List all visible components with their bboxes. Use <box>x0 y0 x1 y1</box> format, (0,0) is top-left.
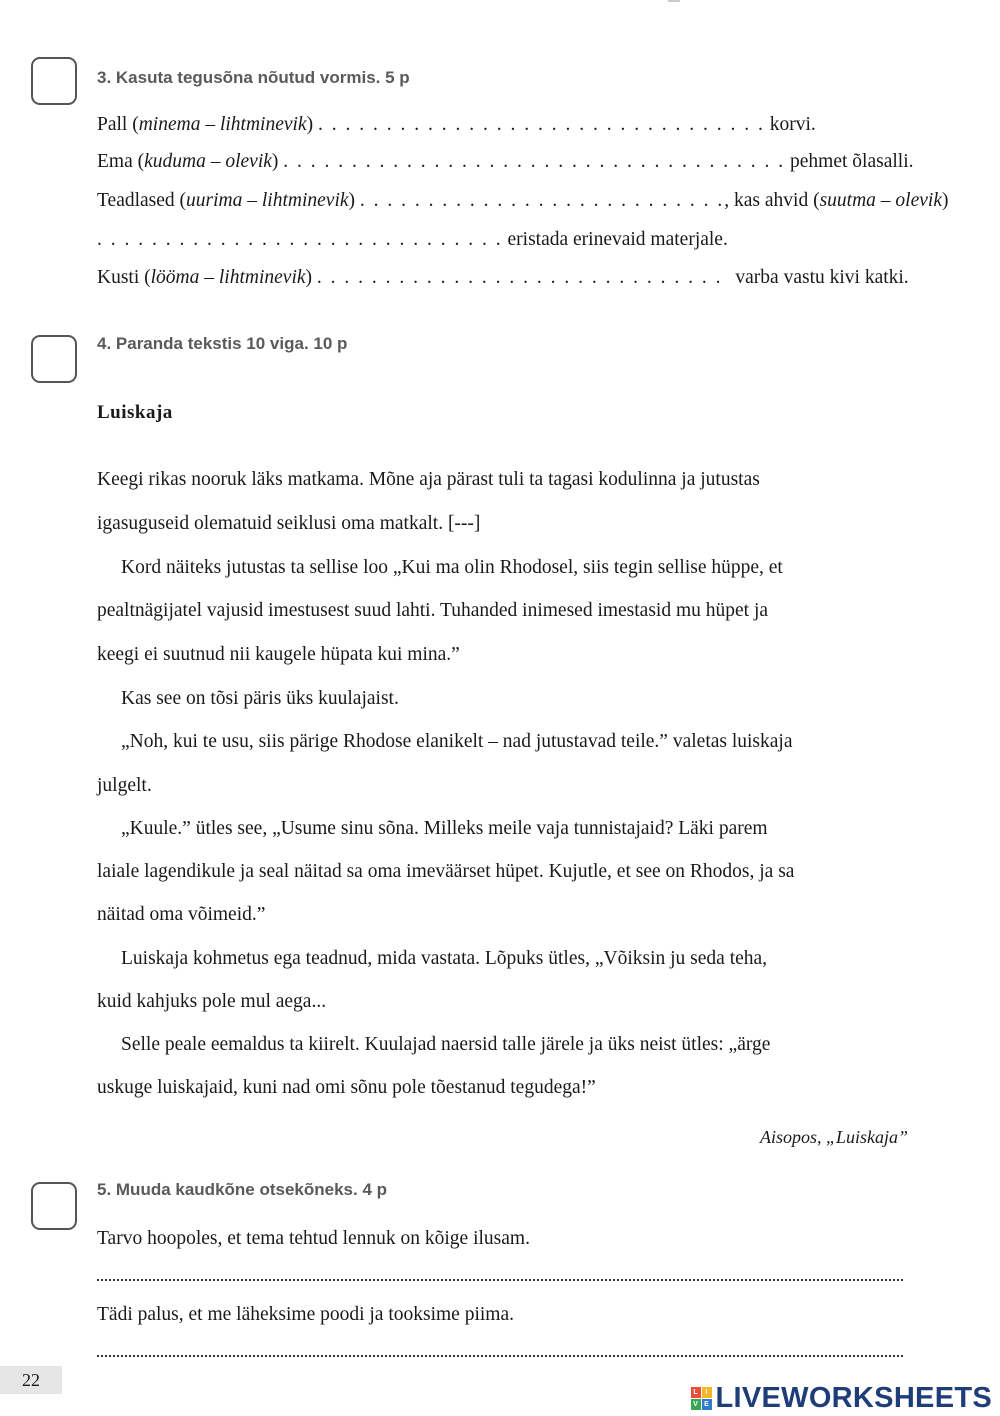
blank-dots[interactable]: . . . . . . . . . . . . . . . . . . . . . . . . . . . <box>359 190 725 211</box>
logo-block: E <box>702 1399 712 1410</box>
story-line: kuid kahjuks pole mul aega... <box>97 991 327 1012</box>
logo-block: I <box>702 1387 712 1398</box>
task4-title: 4. Paranda tekstis 10 viga. 10 p <box>97 334 348 353</box>
story-source: Aisopos, „Luiskaja” <box>759 1127 908 1147</box>
story-line: keegi ei suutnud nii kaugele hüpata kui mina.” <box>97 644 460 665</box>
cut-mark <box>668 0 680 2</box>
blank-dots[interactable]: . . . . . . . . . . . . . . . . . . . . . . . . . . . . . . . . . <box>317 114 765 135</box>
story-line: pealtnägijatel vajusid imestusest suud lahti. Tuhanded inimesed imestasid mu hüpet ja <box>97 600 769 621</box>
story-line: „Kuule.” ütles see, „Usume sinu sõna. Milleks meile vaja tunnistajaid? Läki parem <box>121 818 768 839</box>
blank-dots[interactable]: . . . . . . . . . . . . . . . . . . . . . . . . . . . . . . <box>316 267 723 288</box>
story-line: julgelt. <box>97 775 152 796</box>
task3-line-1: Pall (minema – lihtminevik) . . . . . . . . . . . . . . . . . . . . . . . . . . . . . . . . . korvi. <box>97 114 816 135</box>
task3-line-3: Teadlased (uurima – lihtminevik) . . . . . . . . . . . . . . . . . . . . . . . . . . ., kas ahvid (suutma – olevik) <box>97 190 949 211</box>
task5-sentence-1: Tarvo hoopoles, et tema tehtud lennuk on kõige ilusam. <box>97 1228 530 1249</box>
story-line: igasuguseid olematuid seiklusi oma matkalt. [---] <box>97 513 481 534</box>
liveworksheets-logo[interactable] <box>691 1382 993 1415</box>
story-line: Luiskaja kohmetus ega teadnud, mida vastata. Lõpuks ütles, „Võiksin ju seda teha, <box>121 948 768 969</box>
logo-text: LIVEWORKSHEETS <box>715 1382 992 1414</box>
story-title: Luiskaja <box>97 402 173 423</box>
task5-title: 5. Muuda kaudkõne otsekõneks. 4 p <box>97 1180 388 1199</box>
score-box-task5[interactable] <box>31 1182 77 1230</box>
story-line: Keegi rikas nooruk läks matkama. Mõne aja pärast tuli ta tagasi kodulinna ja jutustas <box>97 469 760 490</box>
answer-line-2[interactable] <box>97 1355 903 1357</box>
task3-line-4: . . . . . . . . . . . . . . . . . . . . . . . . . . . . . . eristada erinevaid materjale. <box>97 229 728 250</box>
score-box-task4[interactable] <box>31 335 77 383</box>
answer-line-1[interactable] <box>97 1279 903 1281</box>
logo-blocks-icon <box>691 1387 712 1410</box>
story-line: laiale lagendikule ja seal näitad sa oma imeväärset hüpet. Kujutle, et see on Rhodos, ja sa <box>97 861 795 882</box>
score-box-task3[interactable] <box>31 57 77 105</box>
task3-line-2: Ema (kuduma – olevik) . . . . . . . . . . . . . . . . . . . . . . . . . . . . . . . . . . . . . pehmet õlasalli. <box>97 151 914 172</box>
page-number: 22 <box>0 1366 62 1394</box>
story-line: uskuge luiskajaid, kuni nad omi sõnu pole tõestanud tegudega!” <box>97 1077 596 1098</box>
blank-dots[interactable]: . . . . . . . . . . . . . . . . . . . . . . . . . . . . . . . . . . . . . <box>283 151 786 172</box>
task5-sentence-2: Tädi palus, et me läheksime poodi ja tooksime piima. <box>97 1304 514 1325</box>
story-line: Kas see on tõsi päris üks kuulajaist. <box>121 688 399 709</box>
blank-dots[interactable]: . . . . . . . . . . . . . . . . . . . . . . . . . . . . . . <box>97 229 503 250</box>
story-line: „Noh, kui te usu, siis pärige Rhodose elanikelt – nad jutustavad teile.” valetas luiskaja <box>121 731 793 752</box>
story-line: Kord näiteks jutustas ta sellise loo „Kui ma olin Rhodosel, siis tegin sellise hüppe, et <box>121 557 783 578</box>
story-line: näitad oma võimeid.” <box>97 904 266 925</box>
story-line: Selle peale eemaldus ta kiirelt. Kuulajad naersid talle järele ja üks neist ütles: „ärge <box>121 1034 771 1055</box>
task3-title: 3. Kasuta tegusõna nõutud vormis. 5 p <box>97 68 410 87</box>
logo-block: V <box>691 1399 701 1410</box>
task3-line-5: Kusti (lööma – lihtminevik) . . . . . . . . . . . . . . . . . . . . . . . . . . . . . . varba vastu kivi katki. <box>97 267 909 288</box>
logo-block: L <box>691 1387 701 1398</box>
